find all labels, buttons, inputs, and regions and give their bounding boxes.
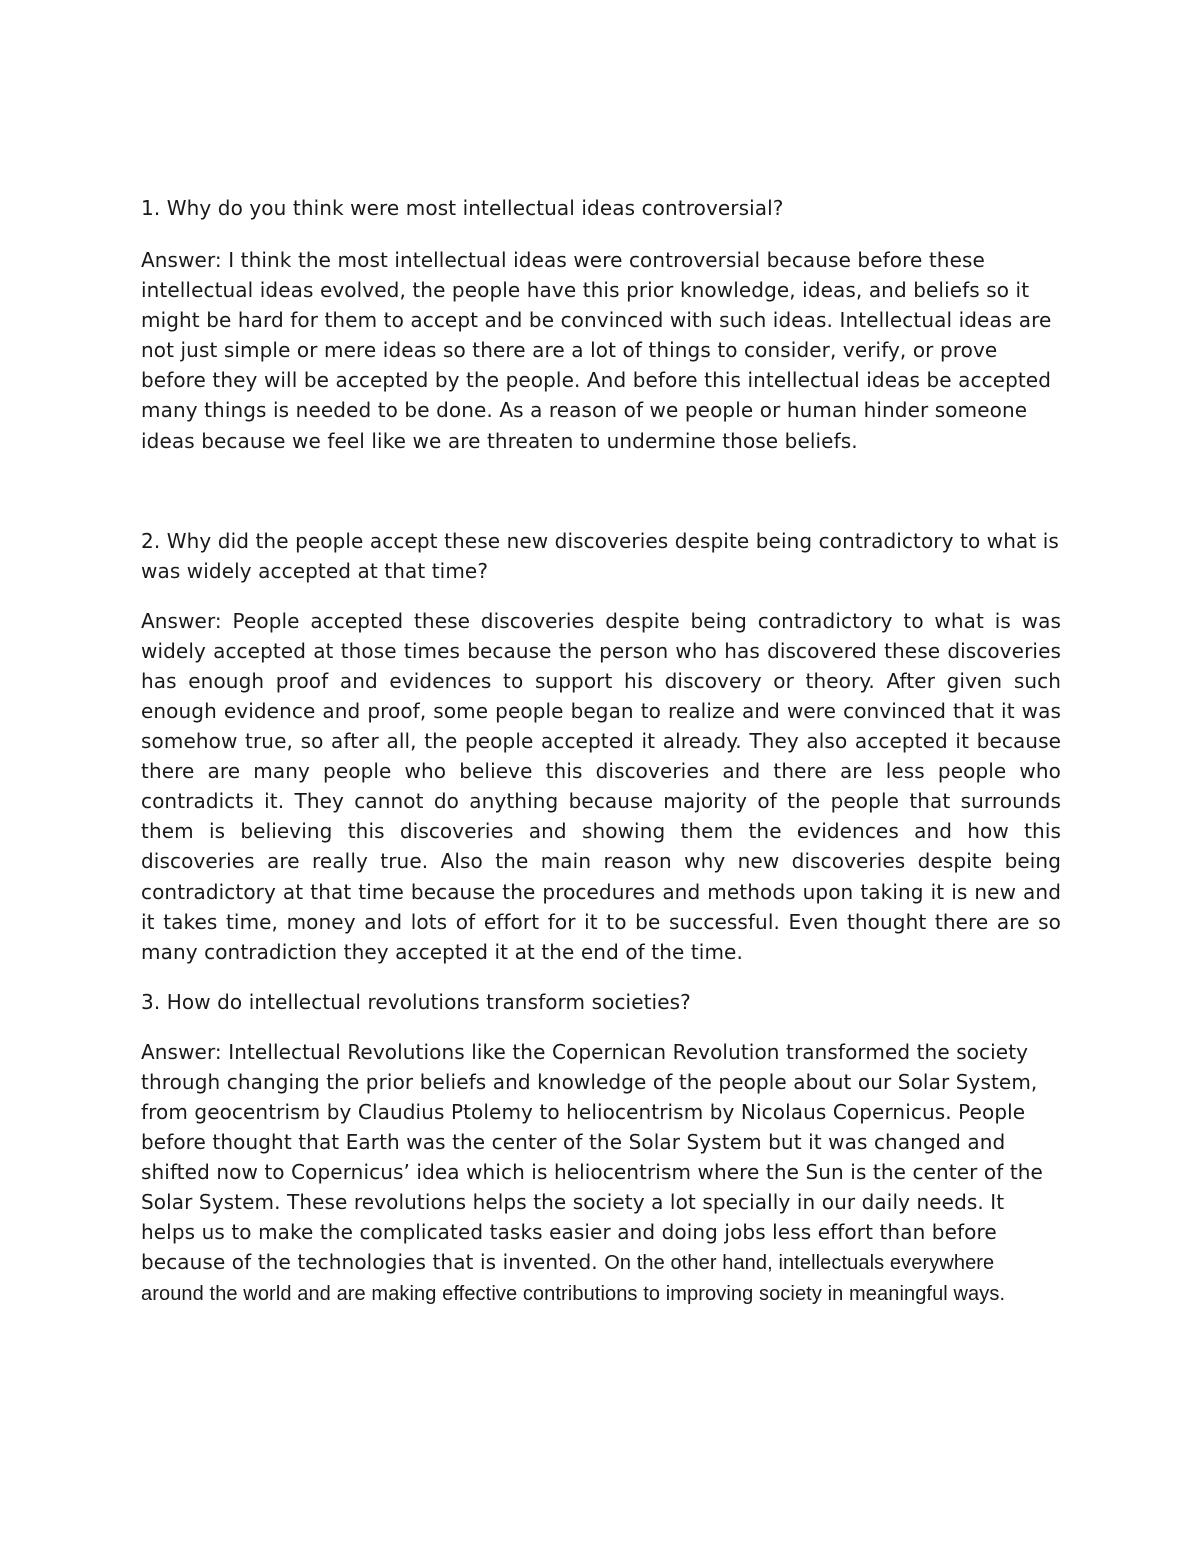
question-3: 3. How do intellectual revolutions transform societies? [141,989,691,1014]
answer-1: Answer: I think the most intellectual ideas were controversial because before these intellectual ideas evolved, the people have this prior knowledge, ideas, and beliefs so it might be hard for them to accept and be convinced with such ideas. Intellectual ideas are not just simple or mere ideas so there are a lot of things to consider, verify, or prove before they will be accepted by the people. And before this intellectual ideas be accepted many things is needed to be done. As a reason of we people or human hinder someone ideas because we feel like we are threaten to undermine those beliefs. [141,248,1052,453]
answer-3 [141,1037,1061,1308]
question-2: 2. Why did the people accept these new discoveries despite being contradictory to what is was widely accepted at that time? [141,528,1059,583]
answer-3-tail: On the other hand, intellectuals everywhere around the world and are making effective contributions to improving society in meaningful ways. [141,1252,1006,1305]
document-body [141,193,1061,1308]
answer-2: Answer: People accepted these discoveries despite being contradictory to what is was widely accepted at those times because the person who has discovered these discoveries has enough proof and evidences to support his discovery or theory. After given such enough evidence and proof, some people began to realize and were convinced that it was somehow true, so after all, the people accepted it already. They also accepted it because there are many people who believe this discoveries and there are less people who contradicts it. They cannot do anything because majority of the people that surrounds them is believing this discoveries and showing them the evidences and how this discoveries are really true. Also the main reason why new discoveries despite being contradictory at that time because the procedures and methods upon taking it is new and it takes time, money and lots of effort for it to be successful. Even thought there are so many contradiction they accepted it at the end of the time. [141,608,1061,964]
question-1: 1. Why do you think were most intellectual ideas controversial? [141,196,784,220]
answer-3-main: Answer: Intellectual Revolutions like the Copernican Revolution transformed the society through changing the prior beliefs and knowledge of the people about our Solar System, from geocentrism by Claudius Ptolemy to heliocentrism by Nicolaus Copernicus. People before thought that Earth was the center of the Solar System but it was changed and shifted now to Copernicus’ idea which is heliocentrism where the Sun is the center of the Solar System. These revolutions helps the society a lot specially in our daily needs. It helps us to make the complicated tasks easier and doing jobs less effort than before because of the technologies that is invented. [141,1039,1043,1275]
